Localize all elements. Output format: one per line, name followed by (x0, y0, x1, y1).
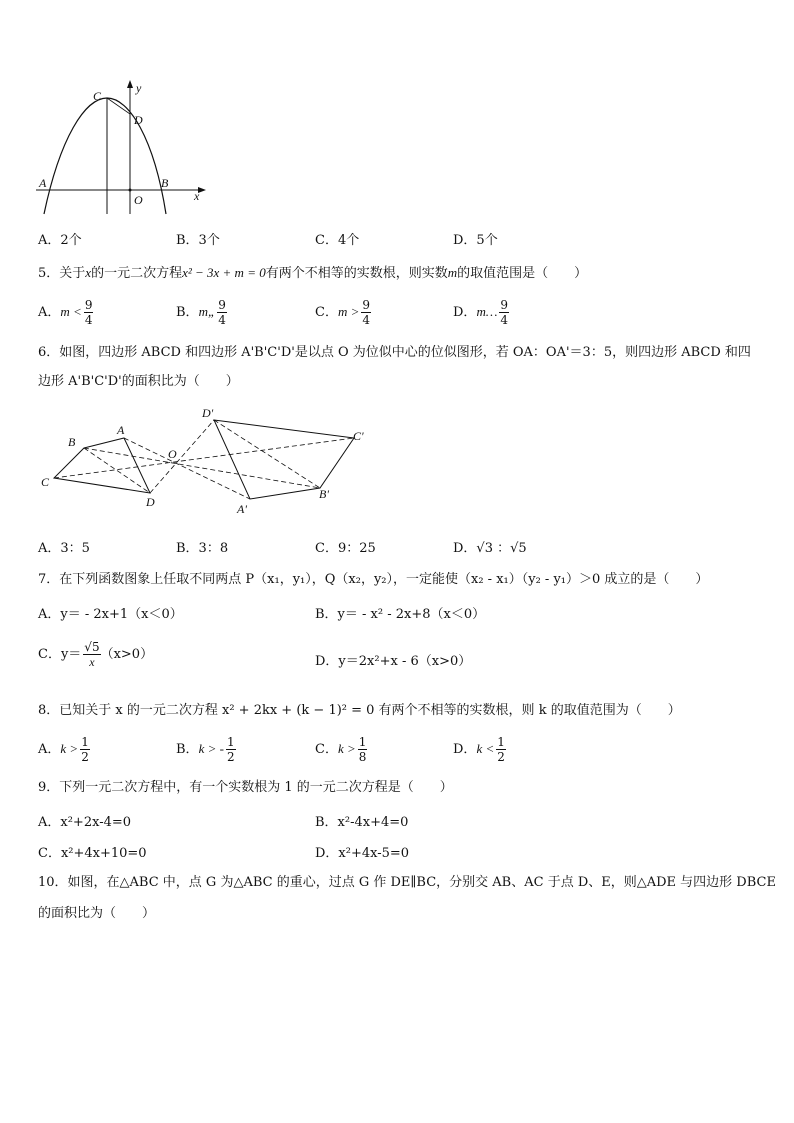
q9-option-d: D．x²+4x-5=0 (315, 846, 410, 861)
label-b: B (68, 435, 76, 449)
label-o: O (168, 447, 177, 461)
q6-stem-line1: 6．如图，四边形 ABCD 和四边形 A'B'C'D'是以点 O 为位似中心的位似图形，若 OA：OA'＝3：5，则四边形 ABCD 和四 (38, 345, 751, 360)
q8-option-d: D．k < $\frac{1}{2}$ (453, 735, 505, 764)
label-b: B (161, 176, 169, 190)
label-x: x (194, 189, 200, 203)
label-a-prime: A' (237, 502, 247, 516)
q8-option-a: A．k > $\frac{1}{2}$ (38, 735, 89, 764)
q9-option-b: B．x²-4x+4=0 (315, 815, 409, 830)
dash-a-a2 (124, 438, 250, 499)
label-d-prime: D' (202, 406, 214, 420)
q9-option-a: A．x²+2x-4=0 (38, 815, 132, 830)
label-a: A (39, 176, 47, 190)
dash-d-d2 (150, 420, 214, 493)
q7-option-d: D．y＝2x²+x - 6（x>0） (315, 654, 472, 669)
q4-option-a: A．2个 (38, 233, 82, 248)
label-d: D (146, 495, 155, 509)
q7-option-a: A．y＝ - 2x+1（x＜0） (38, 607, 183, 622)
dash-b-d (84, 448, 150, 493)
label-a: A (117, 423, 125, 437)
q6-option-d: D．√3 ：√5 (453, 541, 527, 556)
q5-option-b: B．m„ $\frac{9}{4}$ (176, 298, 226, 327)
segment-cd (107, 98, 130, 114)
similar-figure (36, 402, 376, 517)
label-c: C (93, 89, 102, 103)
label-y: y (136, 81, 142, 95)
q9-option-c: C．x²+4x+10=0 (38, 846, 147, 861)
label-c-prime: C' (353, 429, 364, 443)
quad-a2b2c2d2 (214, 420, 354, 499)
q4-option-b: B．3个 (176, 233, 220, 248)
q6-option-b: B．3：8 (176, 541, 229, 556)
q5-option-c: C．m > $\frac{9}{4}$ (315, 298, 371, 327)
q9-stem: 9．下列一元二次方程中，有一个实数根为 1 的一元二次方程是（ ） (38, 780, 453, 795)
q7-stem: 7．在下列函数图象上任取不同两点 P（x₁，y₁），Q（x₂，y₂），一定能使（x₂ - x₁）（y₂ - y₁）＞0 成立的是（ ） (38, 572, 709, 587)
dash-b-b2 (84, 448, 320, 488)
q5-stem: 5．关于x的一元二次方程x² − 3x + m = 0有两个不相等的实数根，则实数m的取值范围是（ ） (38, 265, 588, 281)
y-axis-arrow (127, 80, 133, 88)
q8-option-b: B．k > - $\frac{1}{2}$ (176, 735, 235, 764)
q6-option-a: A．3：5 (38, 541, 90, 556)
parabola-curve (44, 98, 166, 214)
q7-option-c: C．y＝ $\frac{√5}{x}$ （x>0） (38, 640, 154, 669)
point-o (129, 189, 132, 192)
label-c: C (41, 475, 50, 489)
q6-stem-line2: 边形 A'B'C'D'的面积比为（ ） (38, 374, 239, 389)
q6-option-c: C．9：25 (315, 541, 376, 556)
q7-option-b: B．y＝ - x² - 2x+8（x＜0） (315, 607, 486, 622)
q10-stem-line2: 的面积比为（ ） (38, 906, 156, 921)
q8-option-c: C．k > $\frac{1}{8}$ (315, 735, 367, 764)
q5-option-d: D．m… $\frac{9}{4}$ (453, 298, 509, 327)
q10-stem-line1: 10．如图，在△ABC 中，点 G 为△ABC 的重心，过点 G 作 DE∥BC，分别交 AB、AC 于点 D、E，则△ADE 与四边形 DBCE (38, 875, 776, 890)
q4-option-d: D．5个 (453, 233, 498, 248)
label-d: D (134, 113, 143, 127)
q8-stem: 8．已知关于 x 的一元二次方程 x² + 2kx + (k − 1)² = 0 有两个不相等的实数根，则 k 的取值范围为（ ） (38, 703, 681, 718)
q4-option-c: C．4个 (315, 233, 360, 248)
label-b-prime: B' (319, 487, 329, 501)
label-o: O (134, 193, 143, 207)
parabola-figure (30, 78, 210, 218)
q5-option-a: A．m < $\frac{9}{4}$ (38, 298, 93, 327)
